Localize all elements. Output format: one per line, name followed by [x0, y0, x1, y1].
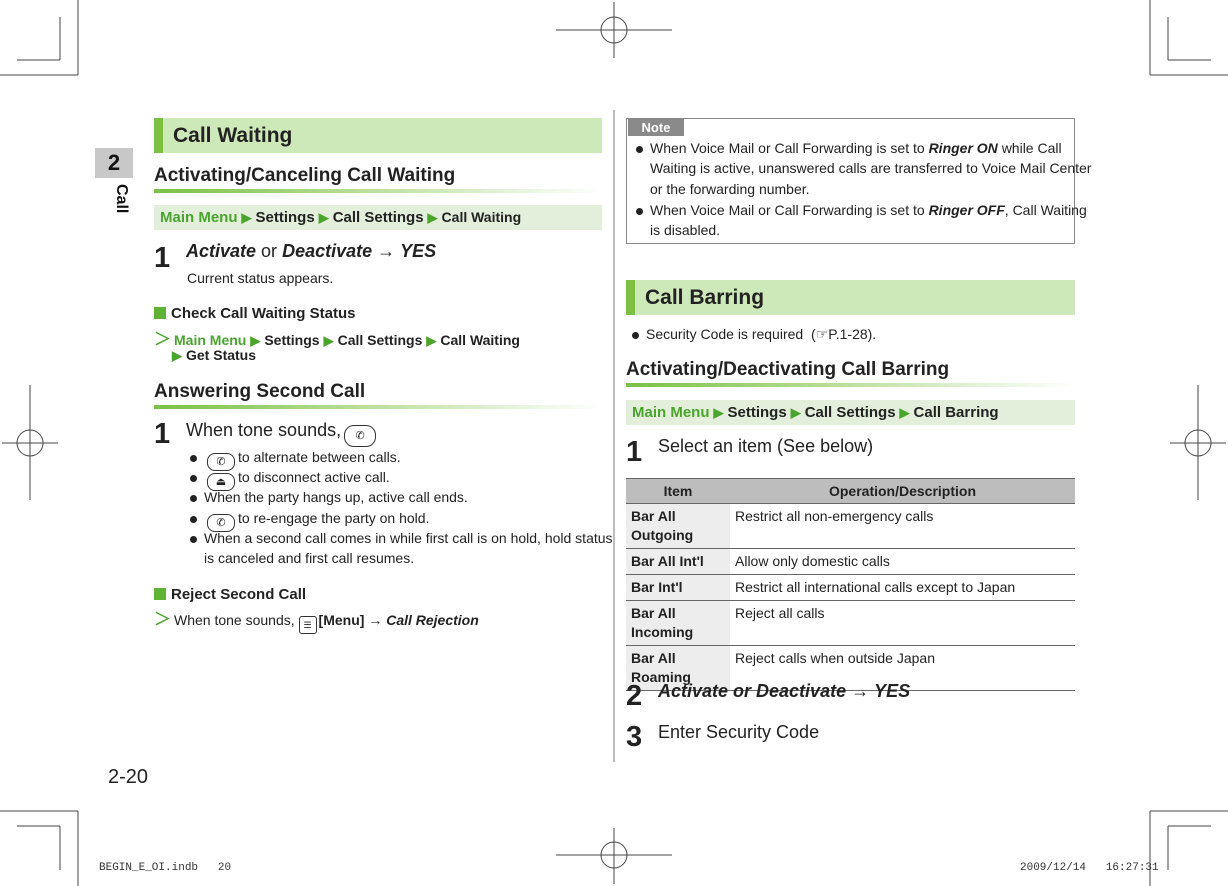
step-number: 2 [626, 680, 643, 712]
reject-label: Reject Second Call [171, 586, 307, 603]
menu-path-item: Main Menu [160, 209, 238, 226]
chapter-number: 2 [95, 148, 133, 178]
page-number: 2-20 [108, 766, 149, 788]
triangle-right-icon: ▶ [790, 405, 801, 420]
check-status-path-cont [168, 345, 256, 366]
menu-path-call-barring [626, 400, 1075, 425]
table-cell-desc: Reject calls when outside Japan [730, 646, 1075, 691]
menu-path-item: Call Settings [337, 332, 423, 348]
menu-key-icon: ☰ [299, 616, 317, 634]
menu-path-item: Settings [255, 209, 315, 226]
step-description: Current status appears. [187, 270, 334, 286]
heading-activating-call-barring: Activating/Deactivating Call Barring [626, 359, 950, 380]
table-cell-item: Bar Int'l [626, 575, 730, 601]
menu-path-item: Main Menu [174, 332, 247, 348]
table-header-row [626, 479, 1075, 504]
call-key-icon: ✆ [207, 453, 235, 471]
table-row [626, 575, 1075, 601]
call-barring-table [626, 478, 1075, 691]
heading-underline [626, 383, 1075, 387]
table-cell-desc: Restrict all international calls except to Japan [730, 575, 1075, 601]
note-bullet: When Voice Mail or Call Forwarding is set to Ringer ON while Call [636, 138, 1062, 158]
footer-file: BEGIN_E_OI.indb 20 [99, 862, 232, 874]
table-row [626, 504, 1075, 549]
step-instruction [186, 420, 379, 447]
table-cell-item: Bar All Incoming [626, 601, 730, 646]
heading-answering-second-call: Answering Second Call [154, 381, 366, 402]
table-cell-item: Bar All Outgoing [626, 504, 730, 549]
arrow-icon: → [368, 612, 383, 628]
menu-path-item: Get Status [186, 347, 257, 363]
menu-path-item: Call Settings [332, 209, 424, 226]
heading-underline [154, 405, 602, 409]
bullet-item: When the party hangs up, active call ends. [190, 487, 468, 507]
call-key-icon: ✆ [344, 425, 376, 447]
menu-key-label: [Menu] [318, 612, 365, 628]
step-or: or [261, 241, 278, 261]
table-cell-desc: Allow only domestic calls [730, 549, 1075, 575]
bullet-item: ⏏ to disconnect active call. [190, 467, 390, 491]
bullet-item: When a second call comes in while first call is on hold, hold status [190, 528, 613, 548]
footer-timestamp: 2009/12/14 16:27:31 [1020, 862, 1159, 874]
triangle-right-icon: ▶ [323, 333, 334, 348]
triangle-right-icon: ▶ [241, 210, 252, 225]
step-number: 1 [154, 242, 171, 274]
reject-text: When tone sounds, [174, 612, 295, 628]
step-number: 1 [154, 418, 171, 450]
menu-path-item: Call Waiting [441, 209, 522, 225]
end-key-icon: ⏏ [207, 473, 235, 491]
triangle-right-icon: ▶ [172, 348, 182, 363]
table-row [626, 601, 1075, 646]
reject-instruction [154, 605, 479, 634]
step-text: When tone sounds, [186, 420, 342, 440]
heading-underline [154, 189, 602, 193]
triangle-right-icon: ▶ [713, 405, 724, 420]
chevron-right-icon: ＞ [154, 610, 171, 629]
step-instruction: Activate or Deactivate → YES [658, 681, 911, 701]
table-header: Operation/Description [730, 479, 1075, 504]
menu-path-item: Settings [727, 404, 787, 421]
step-number: 1 [626, 436, 643, 468]
step-instruction: Select an item (See below) [658, 436, 874, 456]
triangle-right-icon: ▶ [426, 333, 437, 348]
heading-activating-call-waiting: Activating/Canceling Call Waiting [154, 165, 456, 186]
note-bullet-cont: is disabled. [650, 222, 721, 238]
section-title-call-barring: Call Barring [626, 280, 1075, 315]
bullet-item: ✆ to re-engage the party on hold. [190, 508, 429, 532]
note-bullet-cont: Waiting is active, unanswered calls are transferred to Voice Mail Center [650, 160, 1092, 176]
step-number: 3 [626, 721, 643, 753]
table-header: Item [626, 479, 730, 504]
chapter-label: Call [113, 184, 130, 214]
table-row [626, 549, 1075, 575]
bullet-item-cont: is canceled and first call resumes. [204, 550, 415, 566]
step-instruction [186, 241, 436, 262]
reference-pointer-icon: ☞ [815, 326, 829, 342]
option-yes: YES [400, 241, 437, 261]
bullet-item: ✆ to alternate between calls. [190, 447, 401, 471]
green-square-icon [154, 307, 166, 319]
menu-path-item: Call Waiting [440, 332, 520, 348]
triangle-right-icon: ▶ [318, 210, 329, 225]
triangle-right-icon: ▶ [427, 210, 438, 225]
note-bullet-cont: or the forwarding number. [650, 181, 810, 197]
table-cell-item: Bar All Roaming [626, 646, 730, 691]
step-instruction: Enter Security Code [658, 722, 820, 742]
menu-path-item: Settings [264, 332, 320, 348]
security-code-note: Security Code is required (☞P.1-28). [632, 324, 876, 344]
triangle-right-icon: ▶ [899, 405, 910, 420]
reject-second-call-title [154, 586, 306, 603]
menu-path-item: Main Menu [632, 404, 710, 421]
menu-path-call-waiting [154, 205, 602, 230]
option-deactivate: Deactivate [282, 241, 373, 261]
table-cell-desc: Reject all calls [730, 601, 1075, 646]
note-bullet: When Voice Mail or Call Forwarding is set to Ringer OFF, Call Waiting [636, 200, 1087, 220]
green-square-icon [154, 588, 166, 600]
check-status-label: Check Call Waiting Status [171, 305, 356, 322]
arrow-icon: → [851, 681, 870, 701]
call-rejection-option: Call Rejection [386, 612, 479, 628]
table-cell-item: Bar All Int'l [626, 549, 730, 575]
menu-path-item: Call Settings [804, 404, 896, 421]
column-divider [613, 110, 615, 762]
section-title-call-waiting: Call Waiting [154, 118, 602, 153]
table-cell-desc: Restrict all non-emergency calls [730, 504, 1075, 549]
call-key-icon: ✆ [207, 514, 235, 532]
check-status-title [154, 305, 355, 322]
chevron-right-icon: ＞ [154, 330, 171, 349]
note-tag: Note [628, 119, 684, 136]
arrow-icon: → [377, 241, 396, 261]
triangle-right-icon: ▶ [250, 333, 261, 348]
menu-path-item: Call Barring [913, 404, 999, 421]
option-activate: Activate [186, 241, 257, 261]
